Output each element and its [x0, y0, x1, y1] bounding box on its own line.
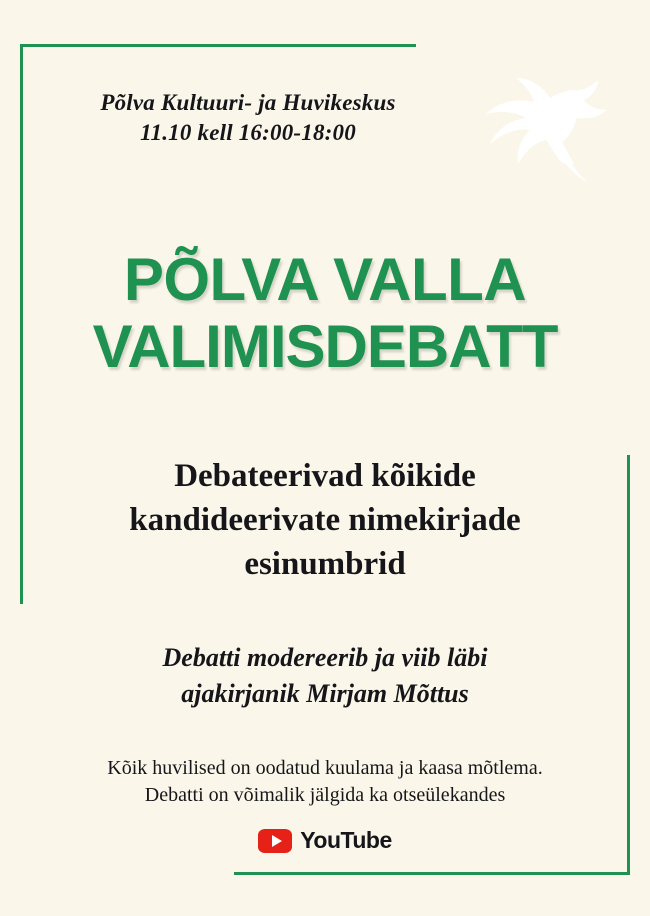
venue-text: Põlva Kultuuri- ja Huvikeskus [100, 90, 396, 115]
frame-line-top [20, 44, 416, 47]
subtitle [35, 455, 615, 587]
event-header [38, 88, 458, 149]
moderator-line-2: ajakirjanik Mirjam Mõttus [181, 678, 469, 708]
frame-line-right [627, 455, 630, 875]
note-line-1: Kõik huvilised on oodatud kuulama ja kaasa mõtlema. [107, 757, 543, 779]
subtitle-line-1: Debateerivad kõikide [174, 458, 476, 494]
youtube-icon [258, 829, 292, 853]
datetime-text: 11.10 kell 16:00-18:00 [140, 120, 356, 146]
frame-line-bottom [234, 872, 630, 875]
youtube-label: YouTube [300, 827, 392, 853]
hummingbird-icon [446, 62, 616, 212]
attendance-note [25, 755, 625, 809]
youtube-badge[interactable] [0, 827, 650, 854]
moderator-info [55, 640, 595, 712]
title-line-1: PÕLVA VALLA [123, 246, 527, 313]
subtitle-line-3: esinumbrid [244, 545, 406, 582]
play-triangle-icon [272, 835, 282, 847]
page-title [0, 246, 650, 380]
subtitle-line-2: kandideerivate nimekirjade [129, 501, 521, 538]
note-line-2: Debatti on võimalik jälgida ka otseülekandes [144, 784, 506, 806]
moderator-line-1: Debatti modereerib ja viib läbi [162, 643, 488, 672]
title-line-2: VALIMISDEBATT [92, 313, 558, 381]
